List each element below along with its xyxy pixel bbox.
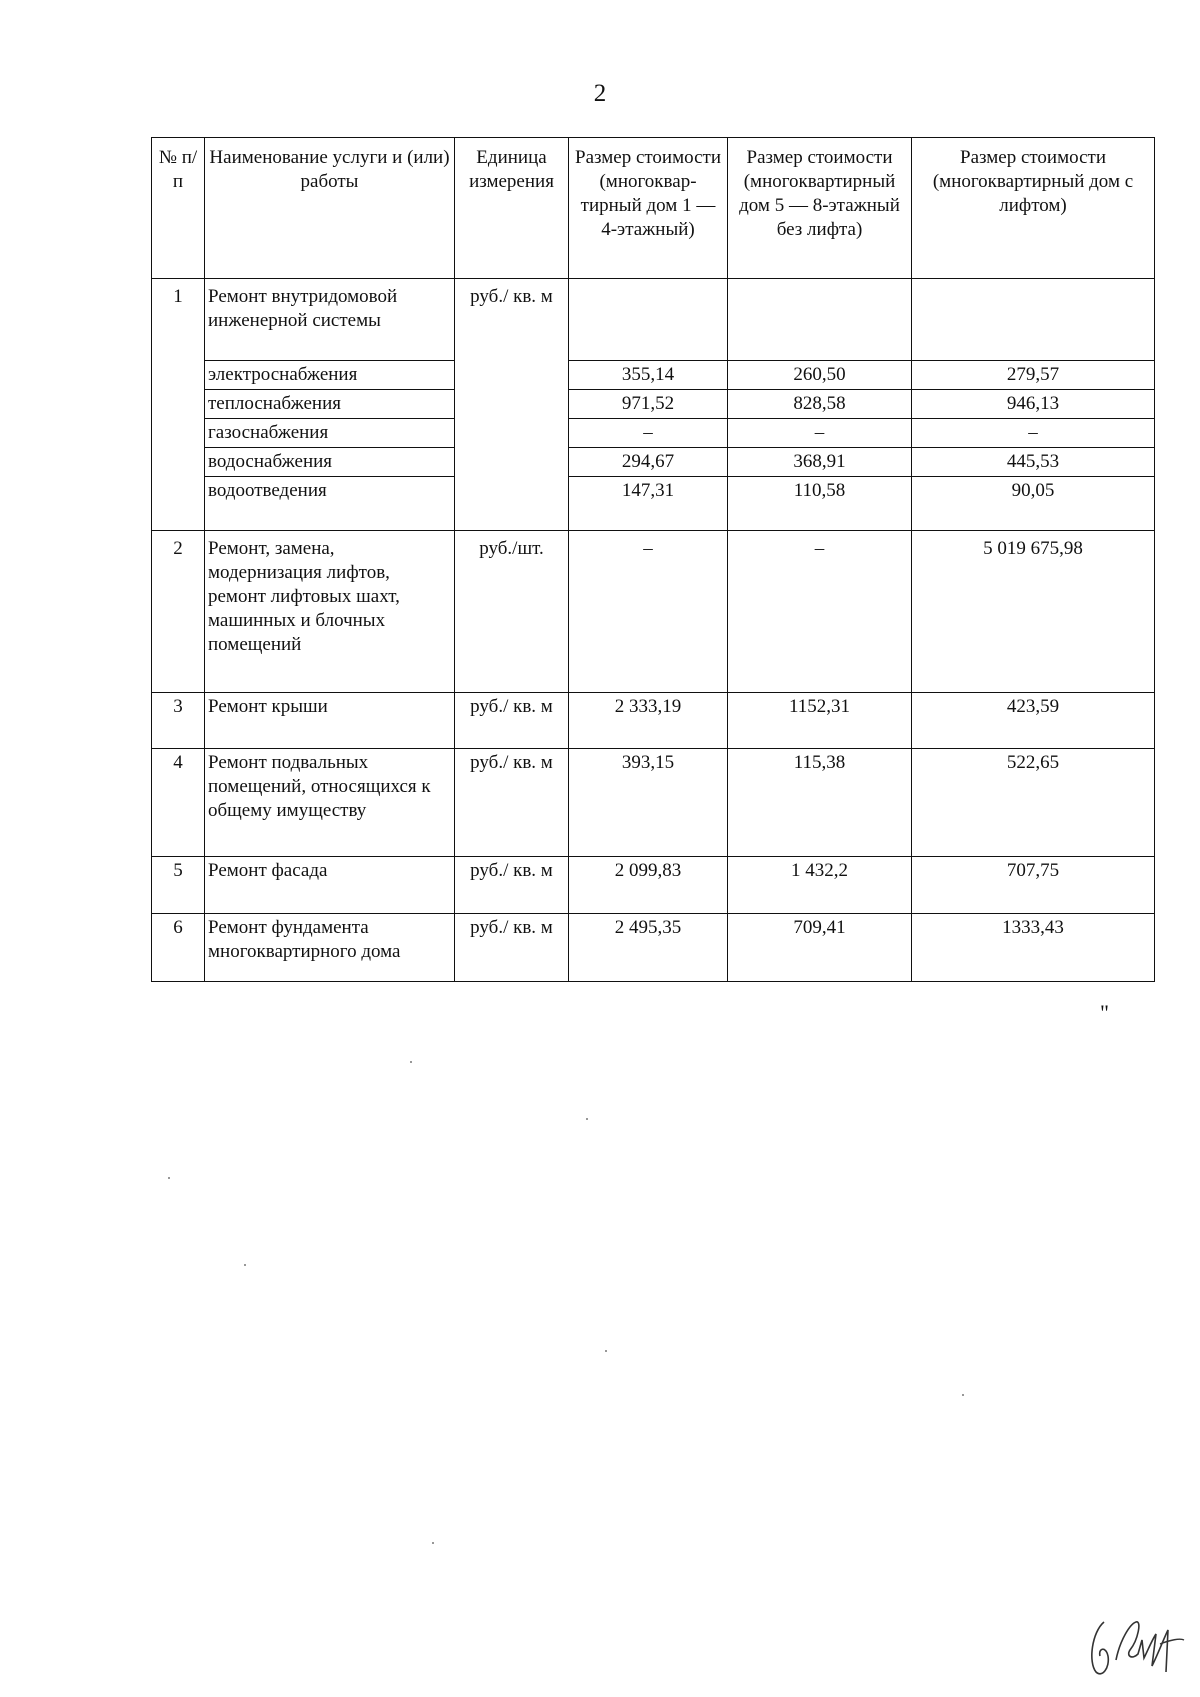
- cost-cell: 1 432,2: [728, 857, 912, 914]
- cost-cell: 946,13: [912, 390, 1155, 419]
- header-cost-5-8-floors: Размер стоимости (многоквартирный дом 5 — 8-этажный без лифта): [728, 138, 912, 279]
- cost-cell: 110,58: [728, 477, 912, 531]
- cost-cell: –: [569, 419, 728, 448]
- header-cost-with-lift: Размер стоимости (многоквартирный дом с лифтом): [912, 138, 1155, 279]
- row-unit: руб./ кв. м: [455, 693, 569, 749]
- table-row: [152, 531, 1155, 693]
- row-unit: руб./ кв. м: [455, 914, 569, 982]
- cost-cell: 2 495,35: [569, 914, 728, 982]
- cost-cell: –: [728, 419, 912, 448]
- cost-cell: –: [912, 419, 1155, 448]
- cost-cell: 393,15: [569, 749, 728, 857]
- page-number: 2: [593, 80, 607, 107]
- header-service-name: Наименование услуги и (или) работы: [205, 138, 455, 279]
- row-service-name: Ремонт фундамента многоквартирного дома: [205, 914, 455, 982]
- header-cost-1-4-floors: Размер стоимости (многоквар-тирный дом 1 — 4-этажный): [569, 138, 728, 279]
- header-unit: Единица измерения: [455, 138, 569, 279]
- row-unit: руб./шт.: [455, 531, 569, 693]
- row-unit: руб./ кв. м: [455, 749, 569, 857]
- table-header-row: [152, 138, 1155, 279]
- table-row: [152, 693, 1155, 749]
- cost-cell: 707,75: [912, 857, 1155, 914]
- table-subrow: [152, 419, 1155, 448]
- table-row: [152, 279, 1155, 361]
- cost-table: [151, 137, 1155, 982]
- signature-image: [1086, 1610, 1186, 1680]
- row-service-name: Ремонт подвальных помещений, относящихся к общему имуществу: [205, 749, 455, 857]
- empty-cell: [912, 279, 1155, 361]
- cost-cell: 368,91: [728, 448, 912, 477]
- cost-cell: 709,41: [728, 914, 912, 982]
- row-number: 4: [152, 749, 205, 857]
- row-number: 5: [152, 857, 205, 914]
- row-service-name: Ремонт крыши: [205, 693, 455, 749]
- cost-cell: –: [728, 531, 912, 693]
- subrow-name: газоснабжения: [205, 419, 455, 448]
- scan-speck: [962, 1394, 964, 1396]
- table-subrow: [152, 361, 1155, 390]
- cost-cell: 828,58: [728, 390, 912, 419]
- row-unit: руб./ кв. м: [455, 857, 569, 914]
- cost-cell: 2 099,83: [569, 857, 728, 914]
- row-service-name: Ремонт внутридомовой инженерной системы: [205, 279, 455, 361]
- cost-cell: 279,57: [912, 361, 1155, 390]
- table-subrow: [152, 477, 1155, 531]
- scan-speck: [586, 1118, 588, 1120]
- row-number: 3: [152, 693, 205, 749]
- table-subrow: [152, 390, 1155, 419]
- cost-cell: 115,38: [728, 749, 912, 857]
- cost-cell: –: [569, 531, 728, 693]
- row-service-name: Ремонт, замена, модернизация лифтов, ремонт лифтовых шахт, машинных и блочных помещений: [205, 531, 455, 693]
- table-row: [152, 914, 1155, 982]
- table-row: [152, 749, 1155, 857]
- cost-cell: 1333,43: [912, 914, 1155, 982]
- row-unit: руб./ кв. м: [455, 279, 569, 531]
- cost-cell: 294,67: [569, 448, 728, 477]
- row-number: 1: [152, 279, 205, 531]
- cost-cell: 2 333,19: [569, 693, 728, 749]
- cost-cell: 1152,31: [728, 693, 912, 749]
- cost-cell: 355,14: [569, 361, 728, 390]
- header-number: № п/п: [152, 138, 205, 279]
- cost-cell: 90,05: [912, 477, 1155, 531]
- cost-cell: 147,31: [569, 477, 728, 531]
- scan-speck: [244, 1264, 246, 1266]
- row-service-name: Ремонт фасада: [205, 857, 455, 914]
- table-subrow: [152, 448, 1155, 477]
- scan-speck: [410, 1061, 412, 1063]
- subrow-name: теплоснабжения: [205, 390, 455, 419]
- empty-cell: [569, 279, 728, 361]
- row-number: 2: [152, 531, 205, 693]
- subrow-name: водоотведения: [205, 477, 455, 531]
- scan-speck: [432, 1542, 434, 1544]
- scan-speck: [605, 1350, 607, 1352]
- row-number: 6: [152, 914, 205, 982]
- cost-cell: 5 019 675,98: [912, 531, 1155, 693]
- scan-speck: [168, 1177, 170, 1179]
- table-row: [152, 857, 1155, 914]
- cost-cell: 445,53: [912, 448, 1155, 477]
- cost-cell: 260,50: [728, 361, 912, 390]
- closing-quote: ": [1100, 1000, 1109, 1025]
- subrow-name: электроснабжения: [205, 361, 455, 390]
- subrow-name: водоснабжения: [205, 448, 455, 477]
- cost-cell: 522,65: [912, 749, 1155, 857]
- empty-cell: [728, 279, 912, 361]
- cost-cell: 971,52: [569, 390, 728, 419]
- cost-cell: 423,59: [912, 693, 1155, 749]
